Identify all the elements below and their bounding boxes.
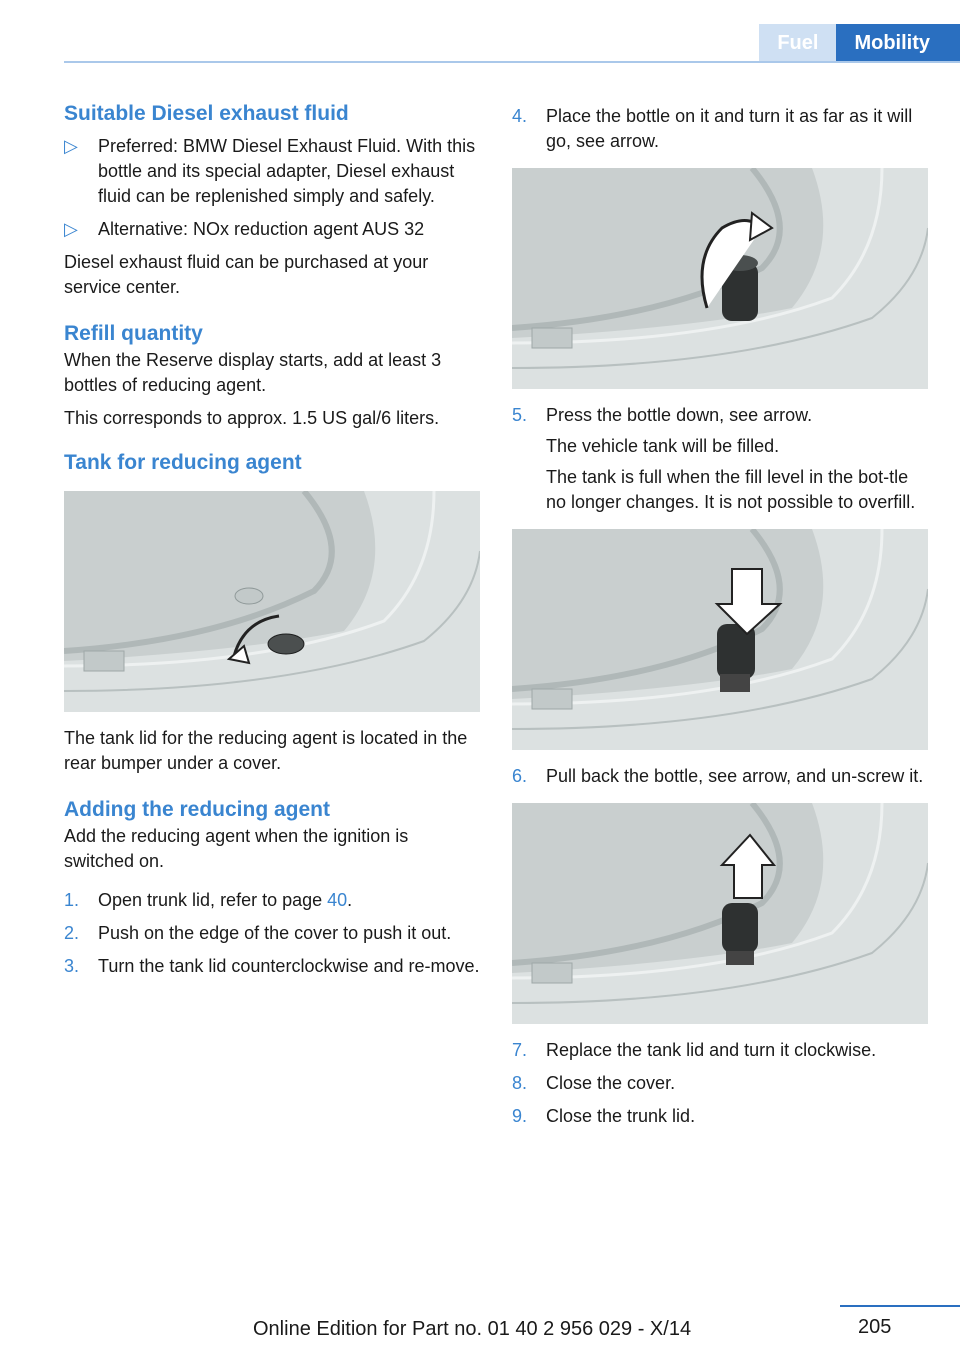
heading-adding-agent: Adding the reducing agent [64, 798, 330, 821]
header-tabs [759, 24, 960, 62]
step-number: 4. [512, 106, 528, 126]
step-number: 5. [512, 405, 528, 425]
paragraph-tank-location: The tank lid for the reducing agent is located in the rear bumper under a cover. [64, 728, 468, 773]
left-column [64, 100, 480, 987]
step-text: Close the trunk lid. [546, 1106, 696, 1126]
bullet-text: Preferred: BMW Diesel Exhaust Fluid. With this bottle and its special adapter, Diesel exhaust fluid can be replenished simply and safely. [98, 136, 476, 206]
list-item [512, 1038, 928, 1063]
page-link[interactable]: 40 [327, 890, 348, 910]
step-note: The vehicle tank will be filled. [546, 436, 780, 456]
list-item [512, 1071, 928, 1096]
step-number: 6. [512, 766, 528, 786]
list-item [512, 403, 928, 515]
step-number: 8. [512, 1073, 528, 1093]
bottle-pull-illustration [512, 803, 928, 1024]
paragraph-adding: Add the reducing agent when the ignition is switched on. [64, 826, 409, 871]
bullet-text: Alternative: NOx reduction agent AUS 32 [98, 219, 425, 239]
page-number: 205 [858, 1316, 892, 1338]
paragraph-refill-volume: This corresponds to approx. 1.5 US gal/6 liters. [64, 408, 440, 428]
step-text: Turn the tank lid counterclockwise and re‐move. [98, 956, 480, 976]
edition-footer: Online Edition for Part no. 01 40 2 956 029 - X/14 [253, 1318, 692, 1340]
triangle-bullet-icon: ▷ [64, 219, 78, 239]
paragraph-refill: When the Reserve display starts, add at least 3 bottles of reducing agent. [64, 350, 442, 395]
tab-fuel[interactable]: Fuel [759, 24, 836, 62]
list-item [64, 134, 480, 209]
paragraph-purchase: Diesel exhaust fluid can be purchased at your service center. [64, 252, 429, 297]
step-text: Replace the tank lid and turn it clockwise. [546, 1040, 877, 1060]
step-text: Close the cover. [546, 1073, 676, 1093]
bottle-turn-illustration [512, 168, 928, 389]
bottle-press-illustration [512, 529, 928, 750]
heading-suitable-fluid: Suitable Diesel exhaust fluid [64, 102, 349, 125]
list-item [64, 217, 480, 242]
right-column [512, 104, 928, 1137]
list-item [64, 888, 480, 913]
step-text: Open trunk lid, refer to page [98, 890, 328, 910]
triangle-bullet-icon: ▷ [64, 136, 78, 156]
tab-mobility[interactable]: Mobility [836, 24, 960, 62]
list-item [512, 1104, 928, 1129]
list-item [512, 104, 928, 154]
list-item [512, 764, 928, 789]
heading-tank: Tank for reducing agent [64, 451, 302, 474]
list-item [64, 921, 480, 946]
step-number: 1. [64, 890, 80, 910]
footer-divider [840, 1305, 960, 1307]
header-divider [64, 61, 960, 63]
step-number: 2. [64, 923, 80, 943]
list-item [64, 954, 480, 979]
heading-refill-quantity: Refill quantity [64, 322, 203, 345]
step-text: Place the bottle on it and turn it as far as it will go, see arrow. [546, 106, 913, 151]
step-number: 3. [64, 956, 80, 976]
step-text: Pull back the bottle, see arrow, and un‐screw it. [546, 766, 924, 786]
tank-lid-illustration [64, 491, 480, 712]
step-number: 9. [512, 1106, 528, 1126]
step-text: Push on the edge of the cover to push it out. [98, 923, 452, 943]
step-text: Press the bottle down, see arrow. [546, 405, 813, 425]
step-text-end: . [347, 890, 353, 910]
step-number: 7. [512, 1040, 528, 1060]
step-note: The tank is full when the fill level in the bot‐tle no longer changes. It is not possible to overfill. [546, 467, 916, 512]
